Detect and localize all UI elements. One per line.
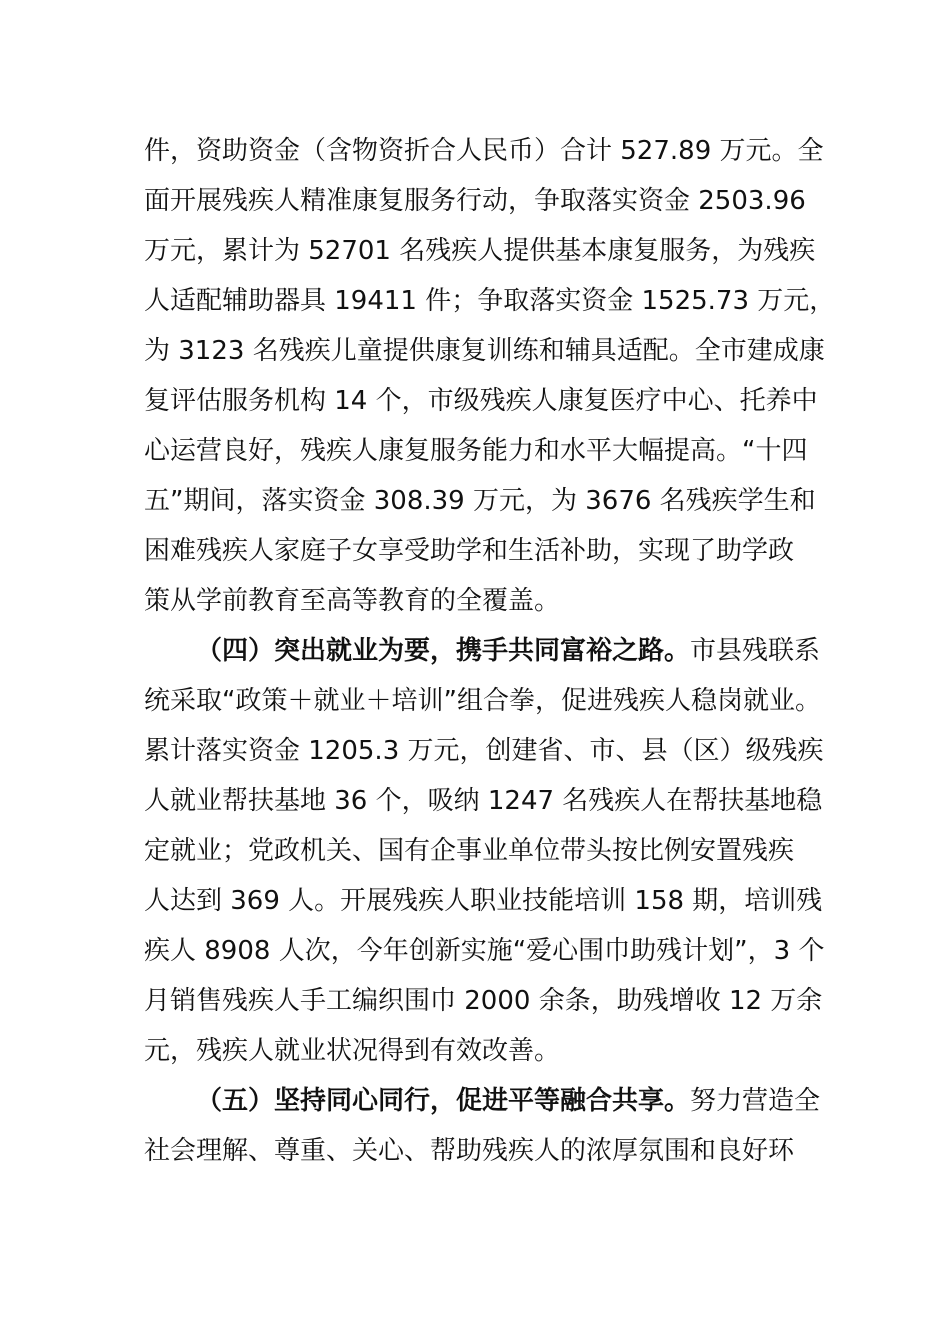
section-heading-five: （五）坚持同心同行，促进平等融合共享。 [196,1086,691,1116]
text-line: 件，资助资金（含物资折合人民币）合计 527.89 万元。全 [144,136,824,166]
text-line: 策从学前教育至高等教育的全覆盖。 [144,586,561,616]
text-line: 心运营良好，残疾人康复服务能力和水平大幅提高。“十四 [144,436,808,466]
text-line: 人达到 369 人。开展残疾人职业技能培训 158 期，培训残 [144,886,823,916]
text-line: 元，残疾人就业状况得到有效改善。 [144,1036,561,1066]
paragraph-rehabilitation [144,126,836,626]
heading-trailing-text: 努力营造全 [690,1086,821,1116]
text-line: 万元，累计为 52701 名残疾人提供基本康复服务，为残疾 [144,236,816,266]
document-body [144,126,836,1176]
paragraph-first-line [144,626,821,676]
text-line: 定就业；党政机关、国有企事业单位带头按比例安置残疾 [144,836,795,866]
paragraph-first-line [144,1076,821,1126]
text-line: 人适配辅助器具 19411 件；争取落实资金 1525.73 万元， [144,286,836,316]
text-line: 五”期间，落实资金 308.39 万元，为 3676 名残疾学生和 [144,486,816,516]
text-line: 复评估服务机构 14 个，市级残疾人康复医疗中心、托养中 [144,386,818,416]
paragraph-integration [144,1076,821,1176]
heading-trailing-text: 市县残联系 [690,636,821,666]
text-line: 困难残疾人家庭子女享受助学和生活补助，实现了助学政 [144,536,795,566]
text-line: 人就业帮扶基地 36 个，吸纳 1247 名残疾人在帮扶基地稳 [144,786,823,816]
text-line: 月销售残疾人手工编织围巾 2000 余条，助残增收 12 万余 [144,986,823,1016]
text-line: 为 3123 名残疾儿童提供康复训练和辅具适配。全市建成康 [144,336,825,366]
paragraph-employment [144,626,825,1076]
text-line: 累计落实资金 1205.3 万元，创建省、市、县（区）级残疾 [144,736,824,766]
text-line: 社会理解、尊重、关心、帮助残疾人的浓厚氛围和良好环 [144,1136,795,1166]
text-line: 统采取“政策＋就业＋培训”组合拳，促进残疾人稳岗就业。 [144,686,821,716]
text-line: 面开展残疾人精准康复服务行动，争取落实资金 2503.96 [144,186,806,216]
section-heading-four: （四）突出就业为要，携手共同富裕之路。 [196,636,691,666]
text-line: 疾人 8908 人次，今年创新实施“爱心围巾助残计划”，3 个 [144,936,825,966]
